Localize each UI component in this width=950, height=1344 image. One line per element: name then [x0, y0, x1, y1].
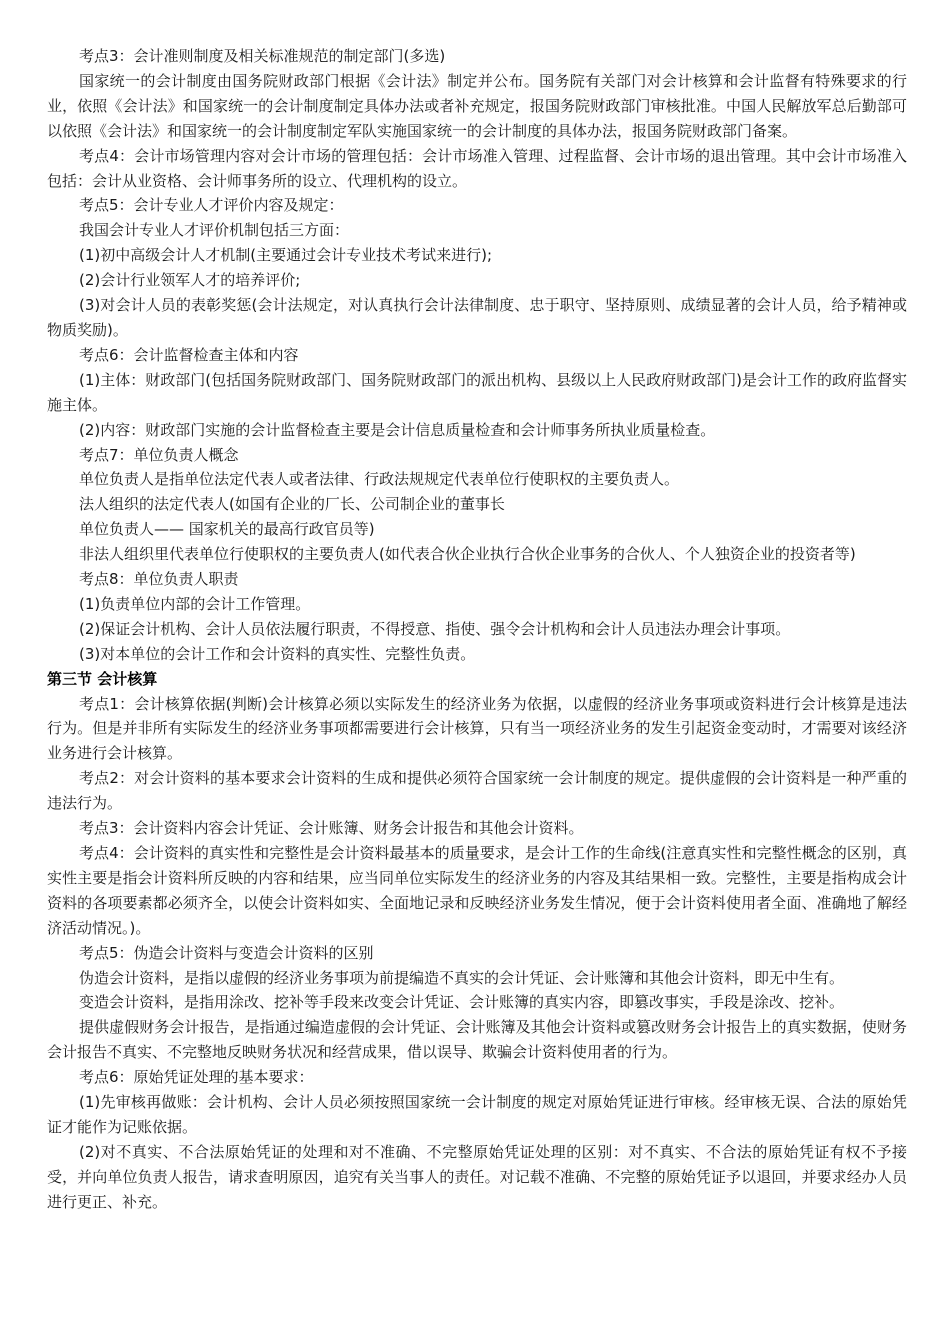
paragraph: 考点4：会计资料的真实性和完整性是会计资料最基本的质量要求，是会计工作的生命线(注意真实性和完整性概念的区别，真实性主要是指会计资料所反映的内容和结果，应当同单位实际发生的经济业务的内容及其结果相一致。完整性，主要是指构成会计资料的各项要素都必须齐全，以使会计资料如实、全面地记录和反映经济业务发生情况，便于会计资料使用者全面、准确地了解经济活动情况。)。: [47, 844, 907, 937]
paragraph: 考点2：对会计资料的基本要求会计资料的生成和提供必须符合国家统一会计制度的规定。提供虚假的会计资料是一种严重的违法行为。: [47, 769, 907, 813]
paragraph: (2)保证会计机构、会计人员依法履行职责，不得授意、指使、强令会计机构和会计人员违法办理会计事项。: [79, 619, 791, 638]
paragraph: 考点6：原始凭证处理的基本要求：: [79, 1068, 314, 1087]
paragraph: 单位负责人—— 国家机关的最高行政官员等): [79, 520, 375, 539]
paragraph: 考点6：会计监督检查主体和内容: [79, 345, 299, 364]
paragraph: 考点8：单位负责人职责: [79, 570, 239, 589]
paragraph: (1)主体：财政部门(包括国务院财政部门、国务院财政部门的派出机构、县级以上人民政府财政部门)是会计工作的政府监督实施主体。: [47, 370, 907, 414]
paragraph: (1)先审核再做账：会计机构、会计人员必须按照国家统一会计制度的规定对原始凭证进行审核。经审核无误、合法的原始凭证才能作为记账依据。: [47, 1093, 907, 1136]
paragraph: 考点5：伪造会计资料与变造会计资料的区别: [79, 943, 374, 962]
paragraph: 考点1：会计核算依据(判断)会计核算必须以实际发生的经济业务为依据，以虚假的经济业务事项或资料进行会计核算是违法行为。但是并非所有实际发生的经济业务事项都需要进行会计核算，只有当一项经济业务的发生引起资金变动时，才需要对该经济业务进行会计核算。: [47, 694, 907, 763]
paragraph: 提供虚假财务会计报告，是指通过编造虚假的会计凭证、会计账簿及其他会计资料或篡改财务会计报告上的真实数据，使财务会计报告不真实、不完整地反映财务状况和经营成果，借以误导、欺骗会计资料使用者的行为。: [47, 1018, 907, 1062]
paragraph: (1)初中高级会计人才机制(主要通过会计专业技术考试来进行);: [79, 246, 493, 265]
paragraph: 非法人组织里代表单位行使职权的主要负责人(如代表合伙企业执行合伙企业事务的合伙人、个人独资企业的投资者等): [79, 545, 856, 564]
paragraph: 单位负责人是指单位法定代表人或者法律、行政法规规定代表单位行使职权的主要负责人。: [79, 470, 680, 489]
paragraph: (3)对本单位的会计工作和会计资料的真实性、完整性负责。: [79, 644, 476, 663]
paragraph: 国家统一的会计制度由国务院财政部门根据《会计法》制定并公布。国务院有关部门对会计核算和会计监督有特殊要求的行业，依照《会计法》和国家统一的会计制度制定具体办法或者补充规定，报国务院财政部门审核批准。中国人民解放军总后勤部可以依照《会计法》和国家统一的会计制度制定军队实施国家统一的会计制度的具体办法，报国务院财政部门备案。: [47, 71, 907, 140]
paragraph: (1)负责单位内部的会计工作管理。: [79, 594, 311, 613]
paragraph: 考点4：会计市场管理内容对会计市场的管理包括：会计市场准入管理、过程监督、会计市场的退出管理。其中会计市场准入包括：会计从业资格、会计师事务所的设立、代理机构的设立。: [47, 146, 907, 190]
paragraph: 考点3：会计资料内容会计凭证、会计账簿、财务会计报告和其他会计资料。: [79, 819, 584, 838]
paragraph: 伪造会计资料，是指以虚假的经济业务事项为前提编造不真实的会计凭证、会计账簿和其他会计资料，即无中生有。: [79, 968, 845, 987]
document-page: [47, 44, 907, 1215]
paragraph: 变造会计资料，是指用涂改、挖补等手段来改变会计凭证、会计账簿的真实内容，即篡改事实，手段是涂改、挖补。: [79, 993, 845, 1012]
section-heading: 第三节 会计核算: [47, 669, 158, 688]
paragraph: (2)内容：财政部门实施的会计监督检查主要是会计信息质量检查和会计师事务所执业质量检查。: [79, 420, 716, 439]
paragraph: (3)对会计人员的表彰奖惩(会计法规定，对认真执行会计法律制度、忠于职守、坚持原则、成绩显著的会计人员，给予精神或物质奖励)。: [47, 296, 907, 339]
paragraph: 考点3：会计准则制度及相关标准规范的制定部门(多选): [79, 47, 446, 65]
paragraph: (2)会计行业领军人才的培养评价;: [79, 271, 301, 290]
paragraph: 法人组织的法定代表人(如国有企业的厂长、公司制企业的董事长: [79, 495, 505, 514]
paragraph: 考点5：会计专业人才评价内容及规定：: [79, 196, 344, 215]
paragraph: 考点7：单位负责人概念: [79, 445, 239, 464]
paragraph: (2)对不真实、不合法原始凭证的处理和对不准确、不完整原始凭证处理的区别：对不真实、不合法的原始凭证有权不予接受，并向单位负责人报告，请求查明原因，追究有关当事人的责任。对记载不准确、不完整的原始凭证予以退回，并要求经办人员进行更正、补充。: [47, 1142, 907, 1211]
paragraph: 我国会计专业人才评价机制包括三方面：: [79, 221, 350, 240]
